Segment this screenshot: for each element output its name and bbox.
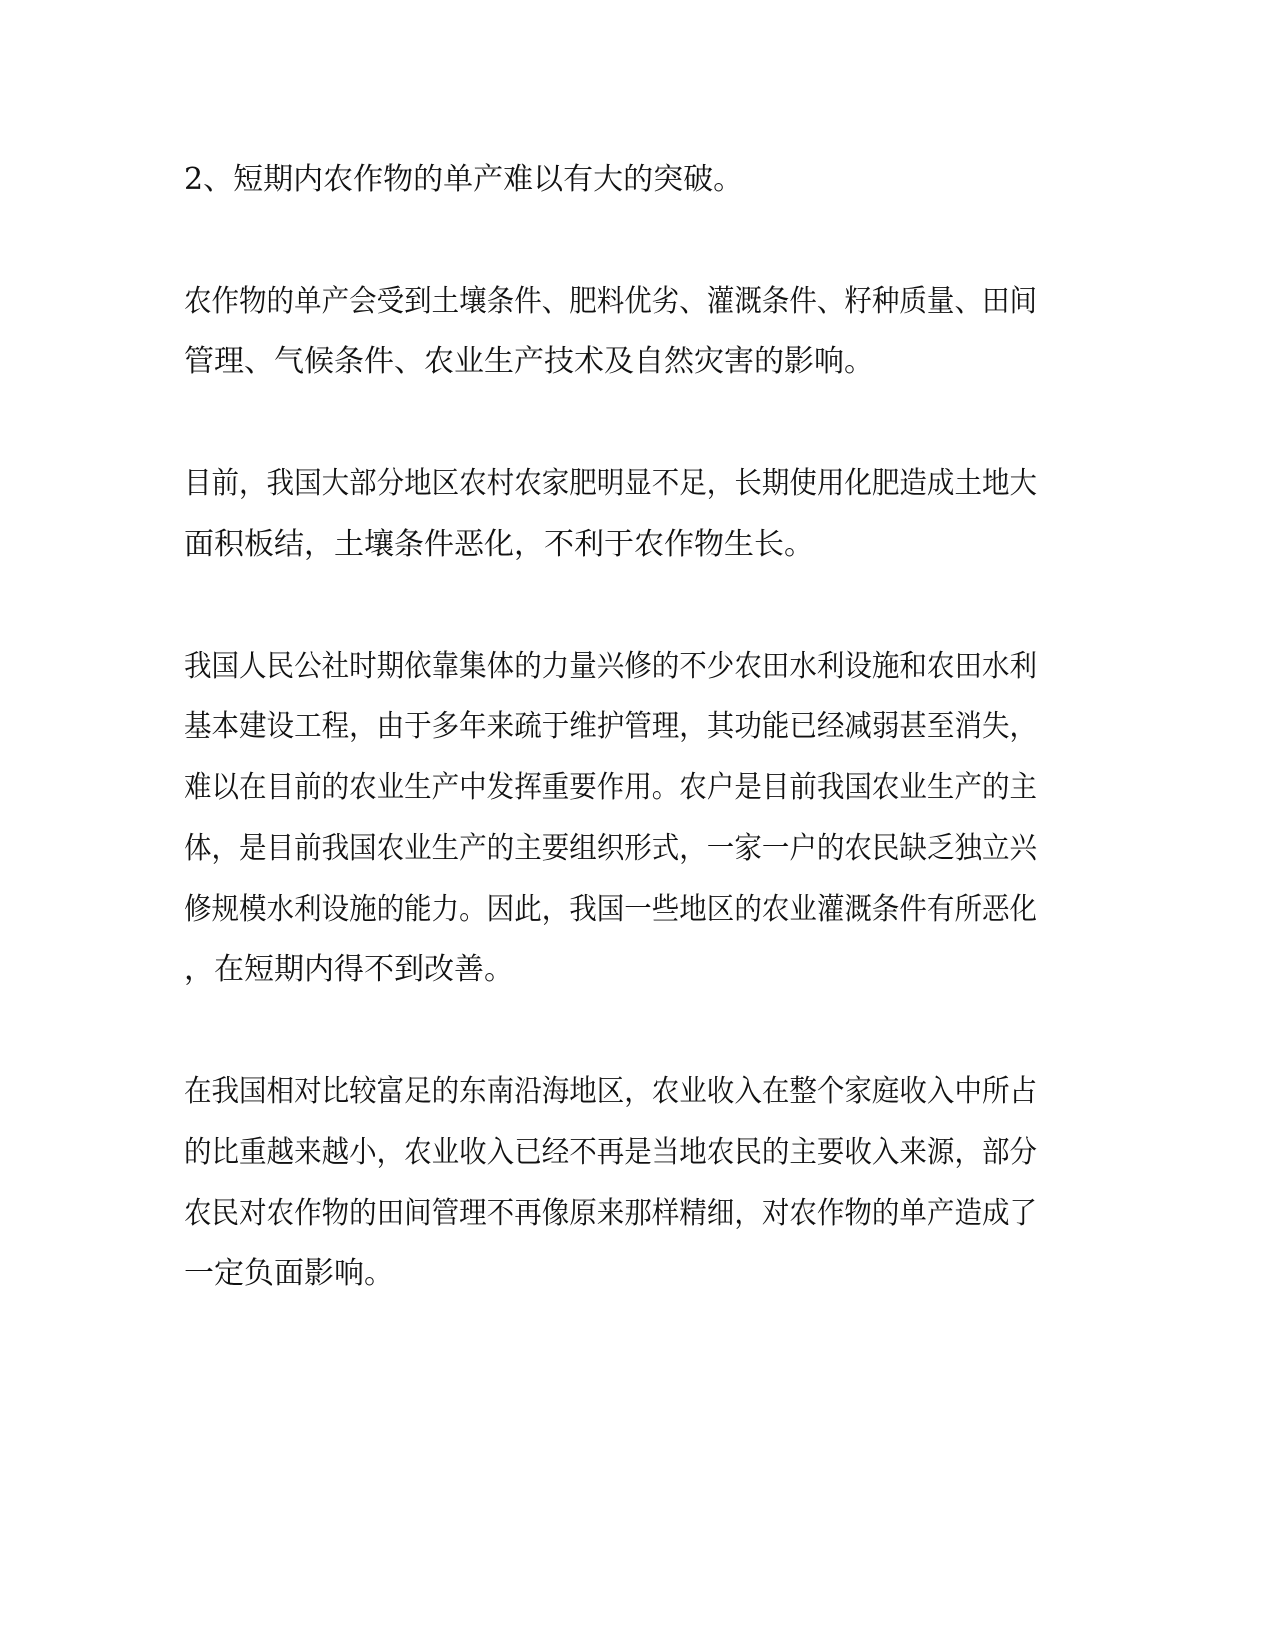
paragraph-line: 的比重越来越小，农业收入已经不再是当地农民的主要收入来源，部分 — [184, 1135, 1037, 1170]
paragraph-line: 面积板结，土壤条件恶化，不利于农作物生长。 — [184, 527, 814, 562]
paragraph-line: ，在短期内得不到改善。 — [184, 952, 514, 987]
paragraph-line: 农民对农作物的田间管理不再像原来那样精细，对农作物的单产造成了 — [184, 1196, 1037, 1231]
paragraph-line: 修规模水利设施的能力。因此，我国一些地区的农业灌溉条件有所恶化 — [184, 892, 1037, 927]
paragraph-line: 在我国相对比较富足的东南沿海地区，农业收入在整个家庭收入中所占 — [184, 1074, 1037, 1109]
paragraph-line: 管理、气候条件、农业生产技术及自然灾害的影响。 — [184, 344, 874, 379]
paragraph-line: 农作物的单产会受到土壤条件、肥料优劣、灌溉条件、籽种质量、田间 — [184, 284, 1037, 319]
paragraph-line: 基本建设工程，由于多年来疏于维护管理，其功能已经减弱甚至消失， — [184, 709, 1037, 744]
paragraph-line: 难以在目前的农业生产中发挥重要作用。农户是目前我国农业生产的主 — [184, 770, 1037, 805]
paragraph-line: 目前，我国大部分地区农村农家肥明显不足，长期使用化肥造成土地大 — [184, 466, 1037, 501]
paragraph-line: 一定负面影响。 — [184, 1256, 394, 1291]
paragraph-line: 体，是目前我国农业生产的主要组织形式，一家一户的农民缺乏独立兴 — [184, 831, 1037, 866]
heading-line: 2、短期内农作物的单产难以有大的突破。 — [184, 162, 744, 197]
paragraph-line: 我国人民公社时期依靠集体的力量兴修的不少农田水利设施和农田水利 — [184, 649, 1037, 684]
